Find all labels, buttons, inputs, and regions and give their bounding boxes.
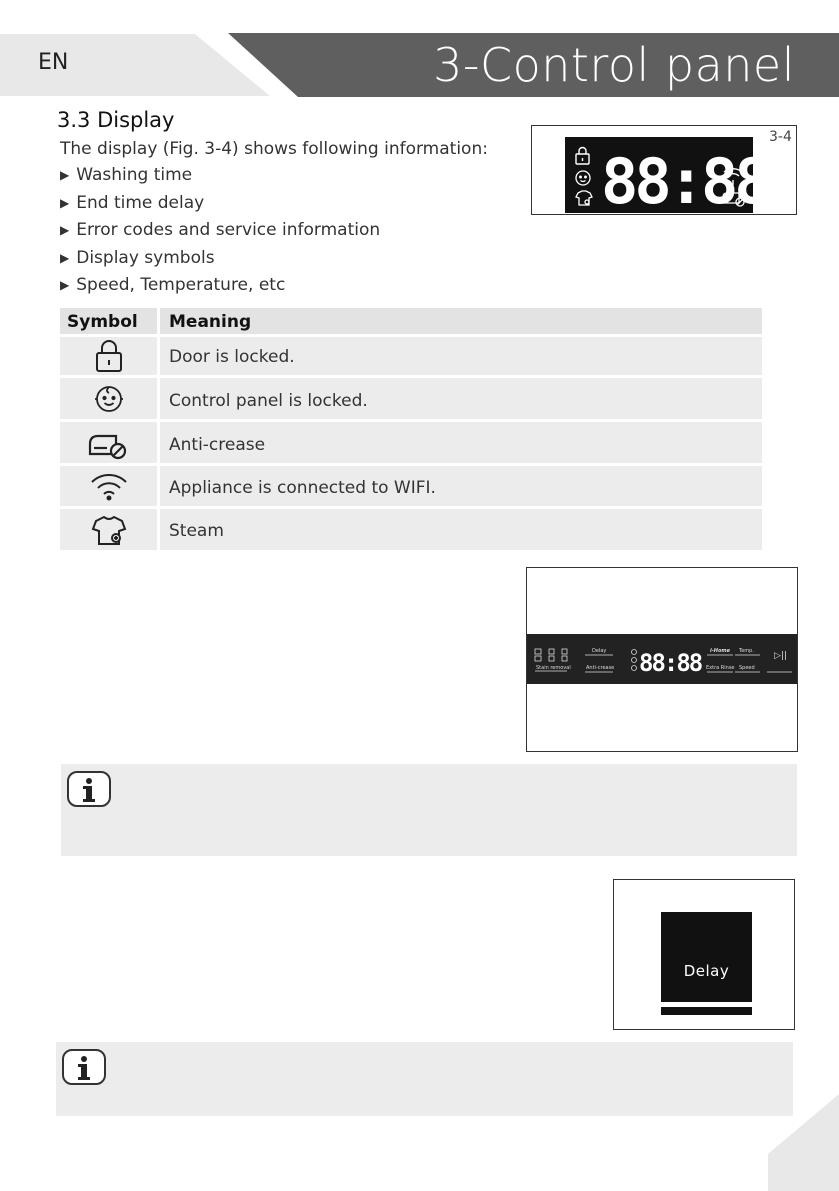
bullet-triangle-icon: ▶ [60, 278, 70, 292]
info-note-box [56, 1042, 793, 1116]
figure-3-4-number: 3-4 [769, 129, 792, 145]
info-icon [62, 1049, 106, 1085]
bullet-triangle-icon: ▶ [60, 250, 70, 265]
language-label: EN [38, 50, 69, 75]
bullet-triangle-icon: ▶ [60, 223, 70, 237]
display-illustration [565, 137, 753, 213]
wifi-icon [89, 470, 129, 502]
info-note-box [61, 764, 797, 856]
header-symbol: Symbol [67, 312, 138, 332]
delay-button-illustration [661, 912, 752, 1002]
iron-crossed-icon [87, 426, 131, 460]
bullet-item: ▶ Error codes and service information [60, 220, 381, 240]
section-title: 3.3 Display [57, 108, 175, 132]
panel-icons-illustration [527, 634, 797, 684]
row-meaning: Appliance is connected to WIFI. [169, 478, 436, 498]
bullet-triangle-icon: ▶ [60, 168, 70, 182]
info-icon [67, 771, 111, 807]
delay-button-label: Delay [683, 962, 730, 980]
info-bullet-list [60, 162, 380, 300]
bullet-item: ▶ Washing time [60, 165, 193, 185]
chapter-title: 3-Control panel [433, 38, 795, 92]
row-meaning: Anti-crease [169, 435, 266, 455]
speed-label: Speed [739, 665, 755, 671]
temp-label: Temp. [739, 648, 754, 654]
table-row [60, 509, 762, 550]
row-meaning: Steam [169, 521, 224, 541]
extra-rinse-label: Extra Rinse [706, 665, 735, 671]
delay-label: Delay [592, 648, 607, 654]
baby-face-icon [576, 171, 590, 185]
table-header-row [60, 308, 762, 334]
bullet-item: ▶ Speed, Temperature, etc [60, 275, 286, 295]
bullet-triangle-icon: ▶ [60, 195, 70, 210]
bullet-item: ▶ End time delay [60, 192, 205, 213]
play-pause-icon: ▷|| [774, 651, 787, 661]
table-row [60, 378, 762, 419]
table-row [60, 466, 762, 506]
steam-shirt-icon [576, 191, 592, 205]
panel-digits: 88:88 [639, 649, 702, 677]
header-meaning: Meaning [169, 312, 252, 332]
display-screen [565, 137, 753, 213]
steam-shirt-icon [90, 513, 128, 547]
row-meaning: Door is locked. [169, 347, 295, 367]
delay-indicator-bar [661, 1007, 752, 1015]
stain-removal-label: Stain removal [536, 665, 571, 671]
padlock-icon [94, 339, 124, 373]
ihome-label: i-Home [710, 648, 731, 654]
bullet-item: ▶ Display symbols [60, 247, 215, 268]
baby-face-icon [92, 382, 126, 416]
anti-crease-label: Anti-crease [586, 665, 615, 671]
table-row [60, 422, 762, 463]
display-digits: 88:88 [601, 145, 753, 213]
control-panel-strip [527, 634, 797, 684]
table-row [60, 337, 762, 375]
row-meaning: Control panel is locked. [169, 391, 368, 411]
padlock-icon [576, 148, 589, 165]
section-intro: The display (Fig. 3-4) shows following information: [60, 139, 488, 159]
